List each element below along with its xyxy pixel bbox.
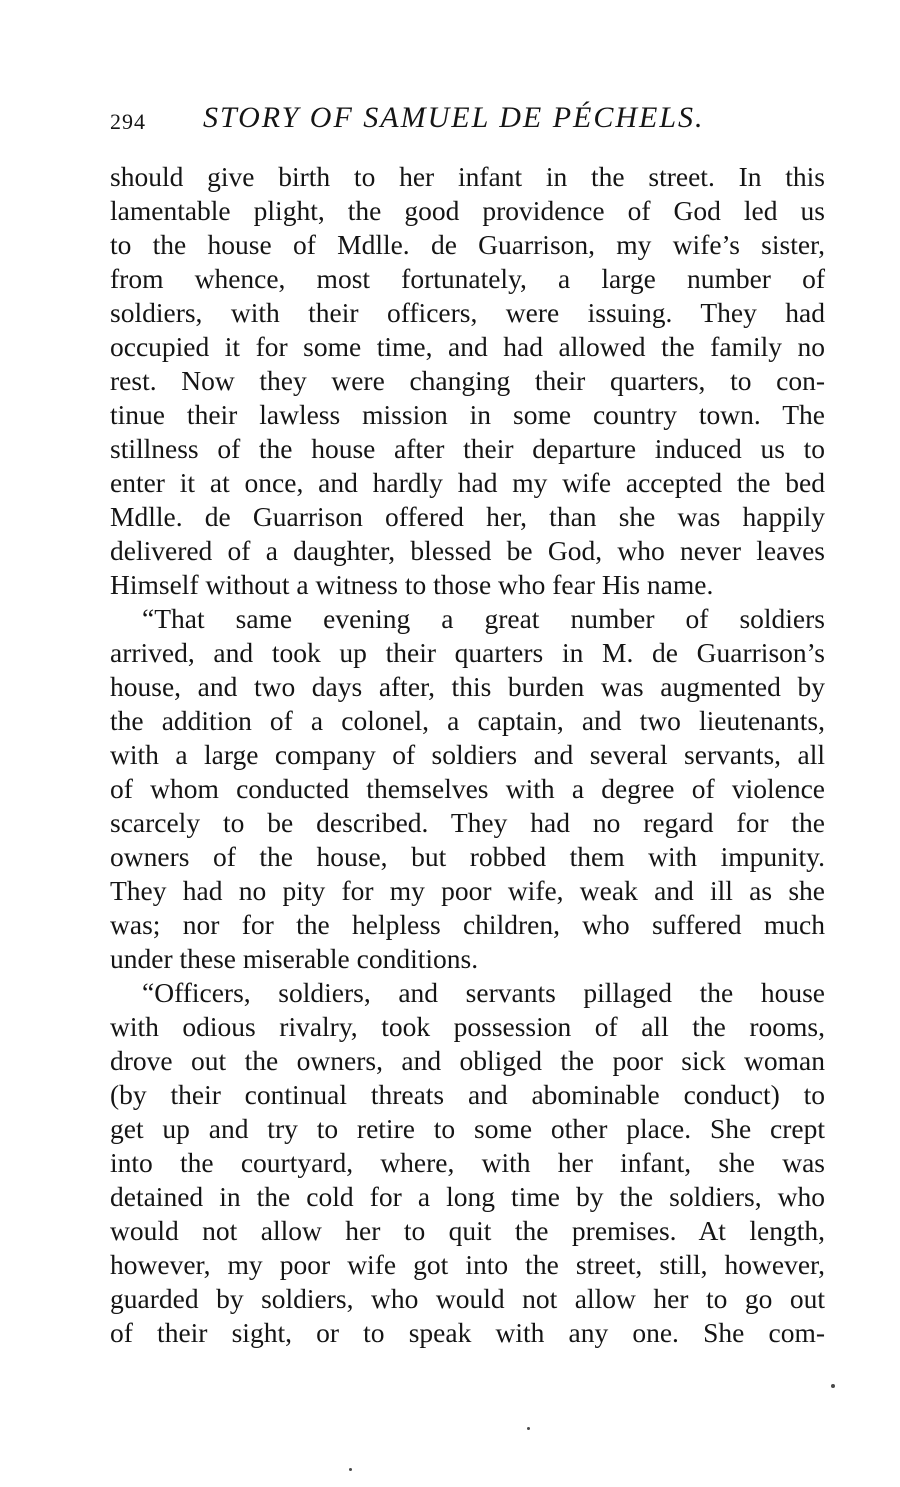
page-number: 294 xyxy=(110,109,146,134)
print-speck xyxy=(349,1468,352,1471)
text-line: however, my poor wife got into the street, still, however, xyxy=(110,1249,825,1280)
text-line: with a large company of soldiers and several servants, all xyxy=(110,739,825,770)
paragraph-start-line: “That same evening a great number of soldiers xyxy=(142,603,825,634)
text-line: soldiers, with their officers, were issuing. They had xyxy=(110,297,825,328)
text-line: lamentable plight, the good providence of God led us xyxy=(110,195,825,226)
body-text xyxy=(110,160,825,1350)
text-line: the addition of a colonel, a captain, and two lieutenants, xyxy=(110,705,825,736)
text-line: rest. Now they were changing their quarters, to con- xyxy=(110,365,825,396)
text-line: detained in the cold for a long time by the soldiers, who xyxy=(110,1181,825,1212)
text-line: should give birth to her infant in the street. In this xyxy=(110,161,825,192)
text-line: was; nor for the helpless children, who suffered much xyxy=(110,909,825,940)
text-line: guarded by soldiers, who would not allow her to go out xyxy=(110,1283,825,1314)
text-line: drove out the owners, and obliged the poor sick woman xyxy=(110,1045,825,1076)
text-line: They had no pity for my poor wife, weak and ill as she xyxy=(110,875,825,906)
paragraph-start-line: “Officers, soldiers, and servants pillaged the house xyxy=(142,977,825,1008)
text-line: would not allow her to quit the premises. At length, xyxy=(110,1215,825,1246)
text-line: of whom conducted themselves with a degree of violence xyxy=(110,773,825,804)
text-line: (by their continual threats and abominable conduct) to xyxy=(110,1079,825,1110)
print-speck xyxy=(527,1427,530,1430)
text-line: of their sight, or to speak with any one. She com- xyxy=(110,1317,825,1348)
running-title: STORY OF SAMUEL DE PÉCHELS. xyxy=(203,101,705,134)
text-line: enter it at once, and hardly had my wife accepted the bed xyxy=(110,467,825,498)
text-line: house, and two days after, this burden was augmented by xyxy=(110,671,825,702)
text-line: scarcely to be described. They had no regard for the xyxy=(110,807,825,838)
text-line: tinue their lawless mission in some country town. The xyxy=(110,399,825,430)
text-line: stillness of the house after their departure induced us to xyxy=(110,433,825,464)
text-line: arrived, and took up their quarters in M. de Guarrison’s xyxy=(110,637,825,668)
text-line: owners of the house, but robbed them with impunity. xyxy=(110,841,825,872)
text-line: into the courtyard, where, with her infant, she was xyxy=(110,1147,825,1178)
print-speck xyxy=(831,1384,835,1388)
running-head xyxy=(110,96,830,140)
text-line: under these miserable conditions. xyxy=(110,943,479,974)
text-line: from whence, most fortunately, a large number of xyxy=(110,263,825,294)
text-line: Mdlle. de Guarrison offered her, than she was happily xyxy=(110,501,825,532)
text-line: delivered of a daughter, blessed be God, who never leaves xyxy=(110,535,825,566)
text-line: occupied it for some time, and had allowed the family no xyxy=(110,331,825,362)
text-line: Himself without a witness to those who fear His name. xyxy=(110,569,714,600)
text-line: get up and try to retire to some other place. She crept xyxy=(110,1113,825,1144)
text-line: to the house of Mdlle. de Guarrison, my wife’s sister, xyxy=(110,229,825,260)
text-line: with odious rivalry, took possession of all the rooms, xyxy=(110,1011,825,1042)
